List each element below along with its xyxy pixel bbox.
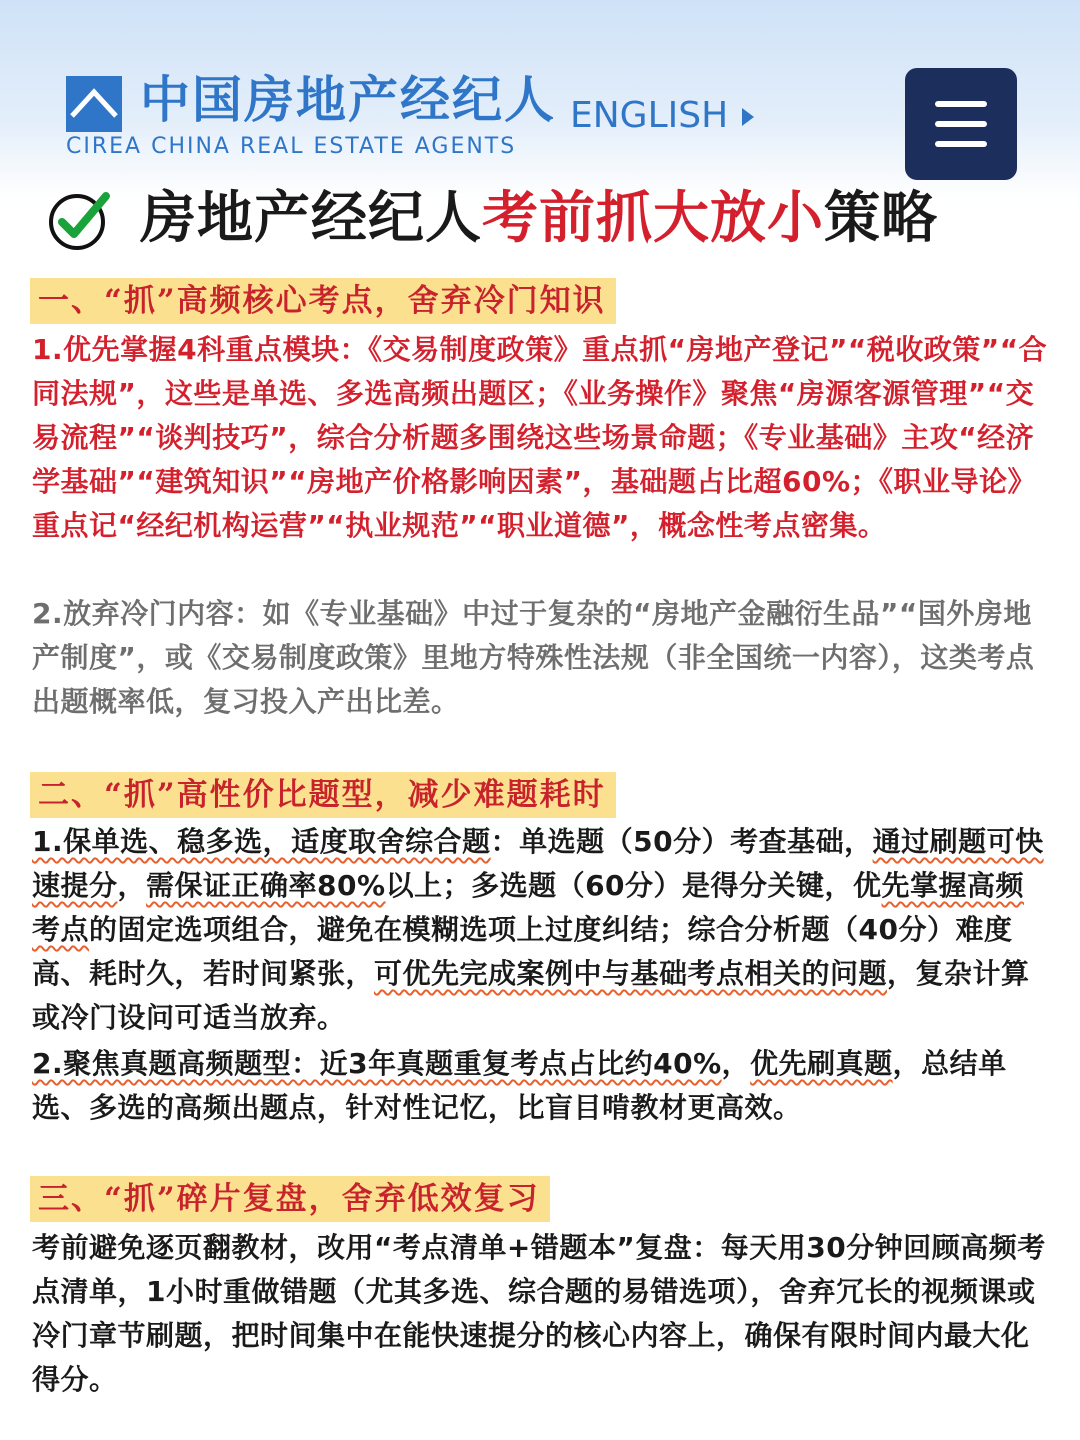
highlight-phrase: 可优先完成案例中与基础考点相关的问题 [374, 957, 888, 990]
text-run: 的固定选项组合，避免在模糊选项上过度纠结；综合分析题（40分）难度高、耗时久，若时间紧张， [32, 913, 1013, 990]
highlight-phrase: 需保证正确率80% [146, 869, 386, 902]
logo-chinese-name: 中国房地产经纪人 [140, 71, 556, 129]
highlight-phrase: 通过刷题可快速提分 [32, 825, 1044, 902]
english-language-link[interactable] [570, 96, 754, 136]
section-1-p1-text: 1.优先掌握4科重点模块：《交易制度政策》重点抓“房地产登记”“税收政策”“合同法规”，这些是单选、多选高频出题区；《业务操作》聚焦“房源客源管理”“交易流程”“谈判技巧”，综合分析题多围绕这些场景命题；《专业基础》主攻“经济学基础”“建筑知识”“房地产价格影响因素”，基础题占比超60%；《职业导论》重点记“经纪机构运营”“执业规范”“职业道德”，概念性考点密集。 [32, 333, 1048, 542]
text-run: ， [117, 869, 147, 902]
title-part-black-end: 策略 [824, 186, 938, 251]
hamburger-icon-line [935, 141, 987, 147]
highlight-phrase: 2.聚焦真题高频题型：近3年真题重复考点占比约40% [32, 1047, 722, 1080]
text-run: ，总结单选、多选的高频出题点，针对性记忆，比盲目啃教材更高效。 [32, 1047, 1007, 1124]
highlight-phrase: 1.保单选、稳多选，适度取舍综合题 [32, 825, 491, 858]
check-circle-icon [46, 186, 112, 252]
section-2-paragraph-1 [32, 820, 1052, 1040]
english-link-label[interactable]: ENGLISH [570, 95, 729, 136]
title-part-black: 房地产经纪人 [140, 186, 482, 251]
text-run: 以上；多选题（60分）是得分关键，优 [385, 869, 882, 902]
highlight-phrase: 先掌握高频考点 [32, 869, 1025, 946]
text-run: ， [721, 1047, 751, 1080]
chevron-right-icon [742, 108, 754, 126]
section-3-p1-text: 考前避免逐页翻教材，改用“考点清单+错题本”复盘：每天用30分钟回顾高频考点清单，1小时重做错题（尤其多选、综合题的易错选项），舍弃冗长的视频课或冷门章节刷题，把时间集中在能快速提分的核心内容上，确保有限时间内最大化得分。 [32, 1231, 1046, 1396]
title-part-red: 考前抓大放小 [482, 186, 824, 251]
text-run: ，复杂计算或冷门设问可适当放弃。 [32, 957, 1030, 1034]
section-1-paragraph-2 [32, 592, 1052, 724]
hamburger-icon-line [935, 101, 987, 107]
header [0, 0, 1080, 180]
section-1-p2-text: 2.放弃冷门内容：如《专业基础》中过于复杂的“房地产金融衍生品”“国外房地产制度”，或《交易制度政策》里地方特殊性法规（非全国统一内容），这类考点出题概率低，复习投入产出比差。 [32, 597, 1035, 718]
hamburger-icon-line [935, 121, 987, 127]
section-3-paragraph-1 [32, 1226, 1052, 1402]
section-2-heading: 二、“抓”高性价比题型，减少难题耗时 [30, 772, 616, 818]
section-2-paragraph-2 [32, 1042, 1052, 1130]
section-1-heading: 一、“抓”高频核心考点，舍弃冷门知识 [30, 278, 616, 324]
section-1-paragraph-1 [32, 328, 1052, 548]
logo-english-name: CIREA CHINA REAL ESTATE AGENTS [66, 134, 517, 159]
page-title [140, 186, 938, 252]
text-run: ：单选题（50分）考查基础， [490, 825, 873, 858]
menu-button[interactable] [905, 68, 1017, 180]
highlight-phrase: 优先刷真题 [750, 1047, 893, 1080]
cirea-logo-icon [66, 76, 122, 132]
section-3-heading: 三、“抓”碎片复盘，舍弃低效复习 [30, 1176, 550, 1222]
